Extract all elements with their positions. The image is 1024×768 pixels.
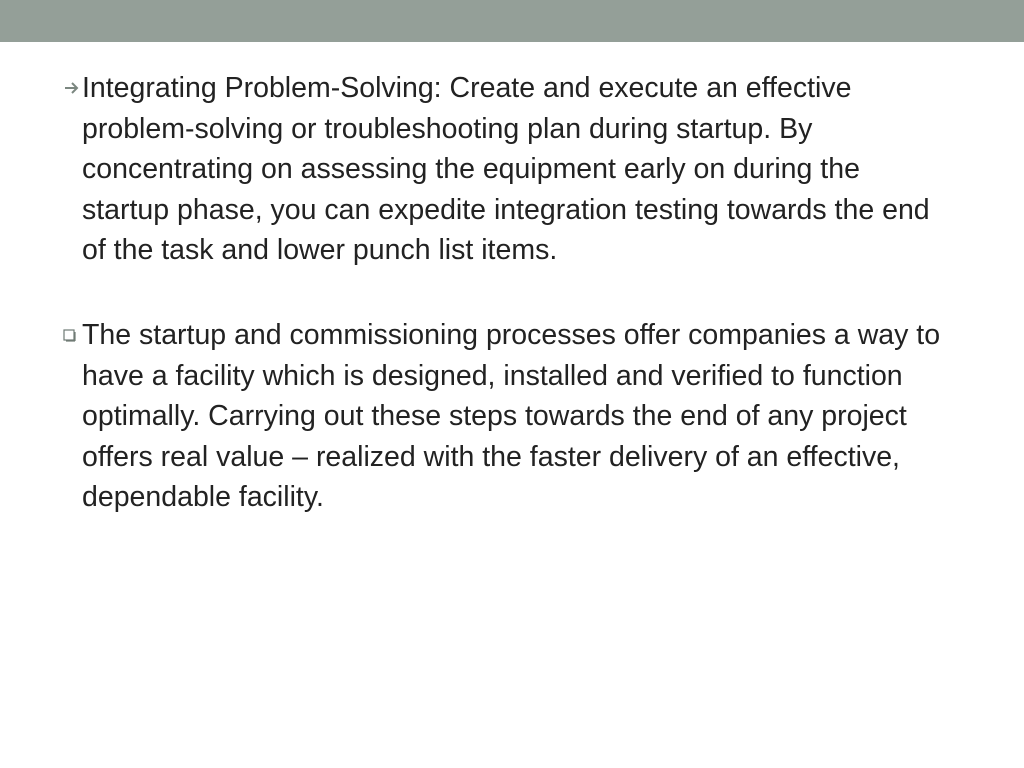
bullet-startup-commissioning [82, 315, 952, 518]
arrow-icon [62, 68, 82, 109]
bullet-integrating-problem-solving [82, 68, 952, 271]
header-band [0, 0, 1024, 42]
checkbox-square-icon [62, 315, 82, 356]
bullet-text: Integrating Problem-Solving: Create and execute an effective problem-solving or troubleshooting plan during startup. By concentrating on assessing the equipment early on during the startup phase, you can expedite integration testing towards the end of the task and lower punch list items. [82, 72, 930, 267]
bullet-text: The startup and commissioning processes offer companies a way to have a facility which is designed, installed and verified to function optimally. Carrying out these steps towards the end of any project offers real value – realized with the faster delivery of an effective, dependable facility. [82, 318, 941, 514]
slide-body [82, 68, 952, 518]
